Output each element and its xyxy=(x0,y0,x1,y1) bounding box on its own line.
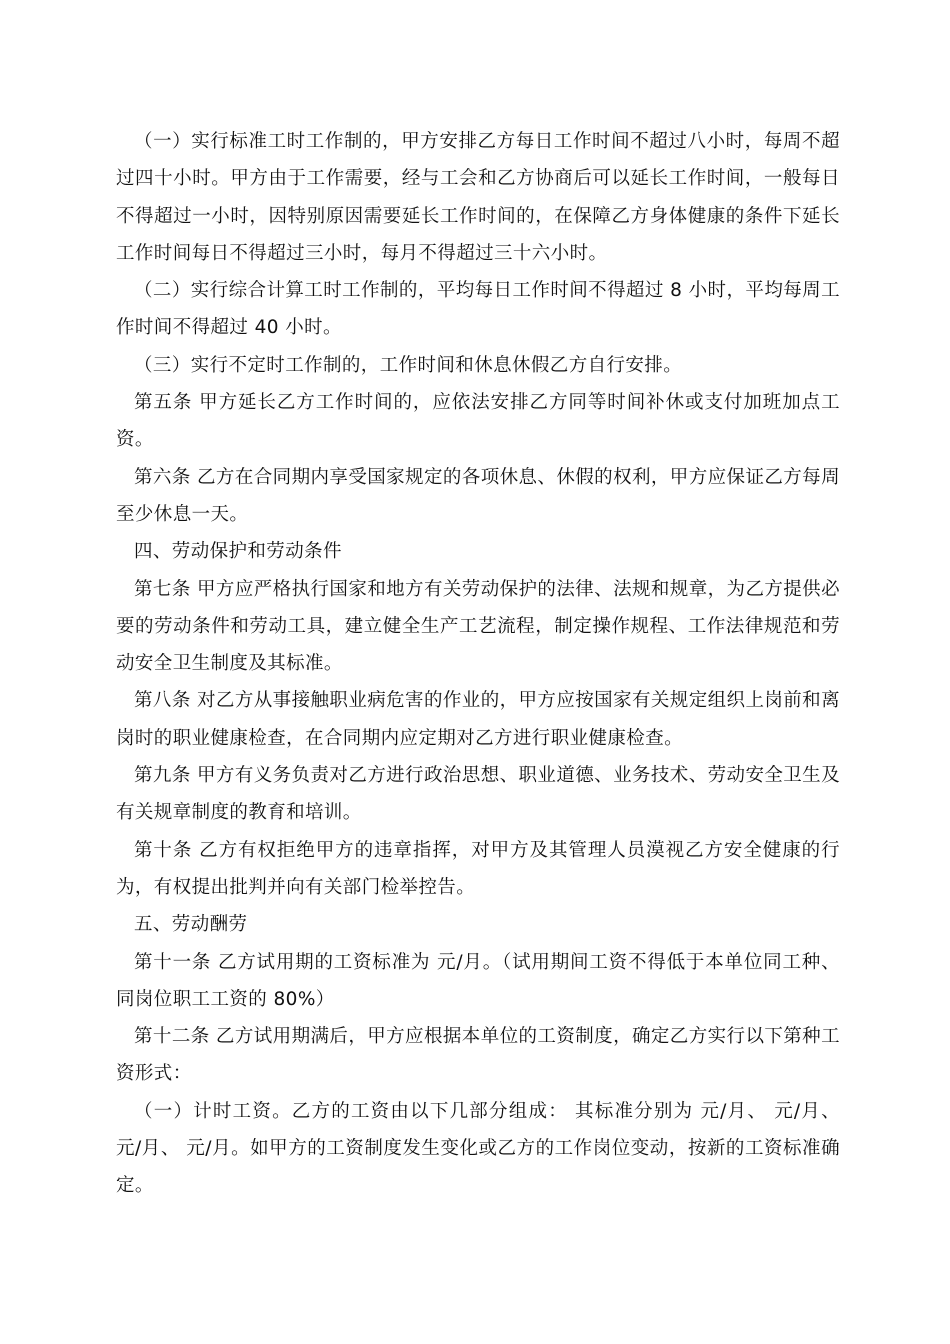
paragraph-article-6: 第六条 乙方在合同期内享受国家规定的各项休息、休假的权利，甲方应保证乙方每周至少休息一天。 xyxy=(116,466,840,525)
section-heading-remuneration: 五、劳动酬劳 xyxy=(134,914,248,936)
paragraph-article-8: 第八条 对乙方从事接触职业病危害的作业的，甲方应按国家有关规定组织上岗前和离岗时的职业健康检查，在合同期内应定期对乙方进行职业健康检查。 xyxy=(116,690,840,749)
paragraph-time-wage: （一）计时工资。乙方的工资由以下几部分组成： 其标准分别为 元/月、 元/月、 元/月、 元/月。如甲方的工资制度发生变化或乙方的工作岗位变动，按新的工资标准确定。 xyxy=(116,1100,840,1197)
section-heading-labor-protection: 四、劳动保护和劳动条件 xyxy=(134,541,342,563)
paragraph-article-12: 第十二条 乙方试用期满后，甲方应根据本单位的工资制度，确定乙方实行以下第种工资形式： xyxy=(116,1026,840,1085)
paragraph-article-9: 第九条 甲方有义务负责对乙方进行政治思想、职业道德、业务技术、劳动安全卫生及有关规章制度的教育和培训。 xyxy=(116,765,840,824)
paragraph-article-7: 第七条 甲方应严格执行国家和地方有关劳动保护的法律、法规和规章，为乙方提供必要的劳动条件和劳动工具，建立健全生产工艺流程，制定操作规程、工作法律规范和劳动安全卫生制度及其标准。 xyxy=(116,578,840,675)
paragraph-article-11: 第十一条 乙方试用期的工资标准为 元/月。（试用期间工资不得低于本单位同工种、同岗位职工工资的 80%） xyxy=(116,951,840,1010)
paragraph-working-hours-flexible: （三）实行不定时工作制的，工作时间和休息休假乙方自行安排。 xyxy=(134,354,683,376)
paragraph-working-hours-standard: （一）实行标准工时工作制的，甲方安排乙方每日工作时间不超过八小时，每周不超过四十小时。甲方由于工作需要，经与工会和乙方协商后可以延长工作时间，一般每日不得超过一小时，因特别原因需要延长工作时间的，在保障乙方身体健康的条件下延长工作时间每日不得超过三小时，每月不得超过三十六小时。 xyxy=(116,131,840,264)
paragraph-article-10: 第十条 乙方有权拒绝甲方的违章指挥，对甲方及其管理人员漠视乙方安全健康的行为，有权提出批判并向有关部门检举控告。 xyxy=(116,839,840,898)
paragraph-article-5: 第五条 甲方延长乙方工作时间的，应依法安排乙方同等时间补休或支付加班加点工资。 xyxy=(116,392,840,451)
paragraph-working-hours-comprehensive: （二）实行综合计算工时工作制的，平均每日工作时间不得超过 8 小时，平均每周工作时间不得超过 40 小时。 xyxy=(116,280,840,339)
